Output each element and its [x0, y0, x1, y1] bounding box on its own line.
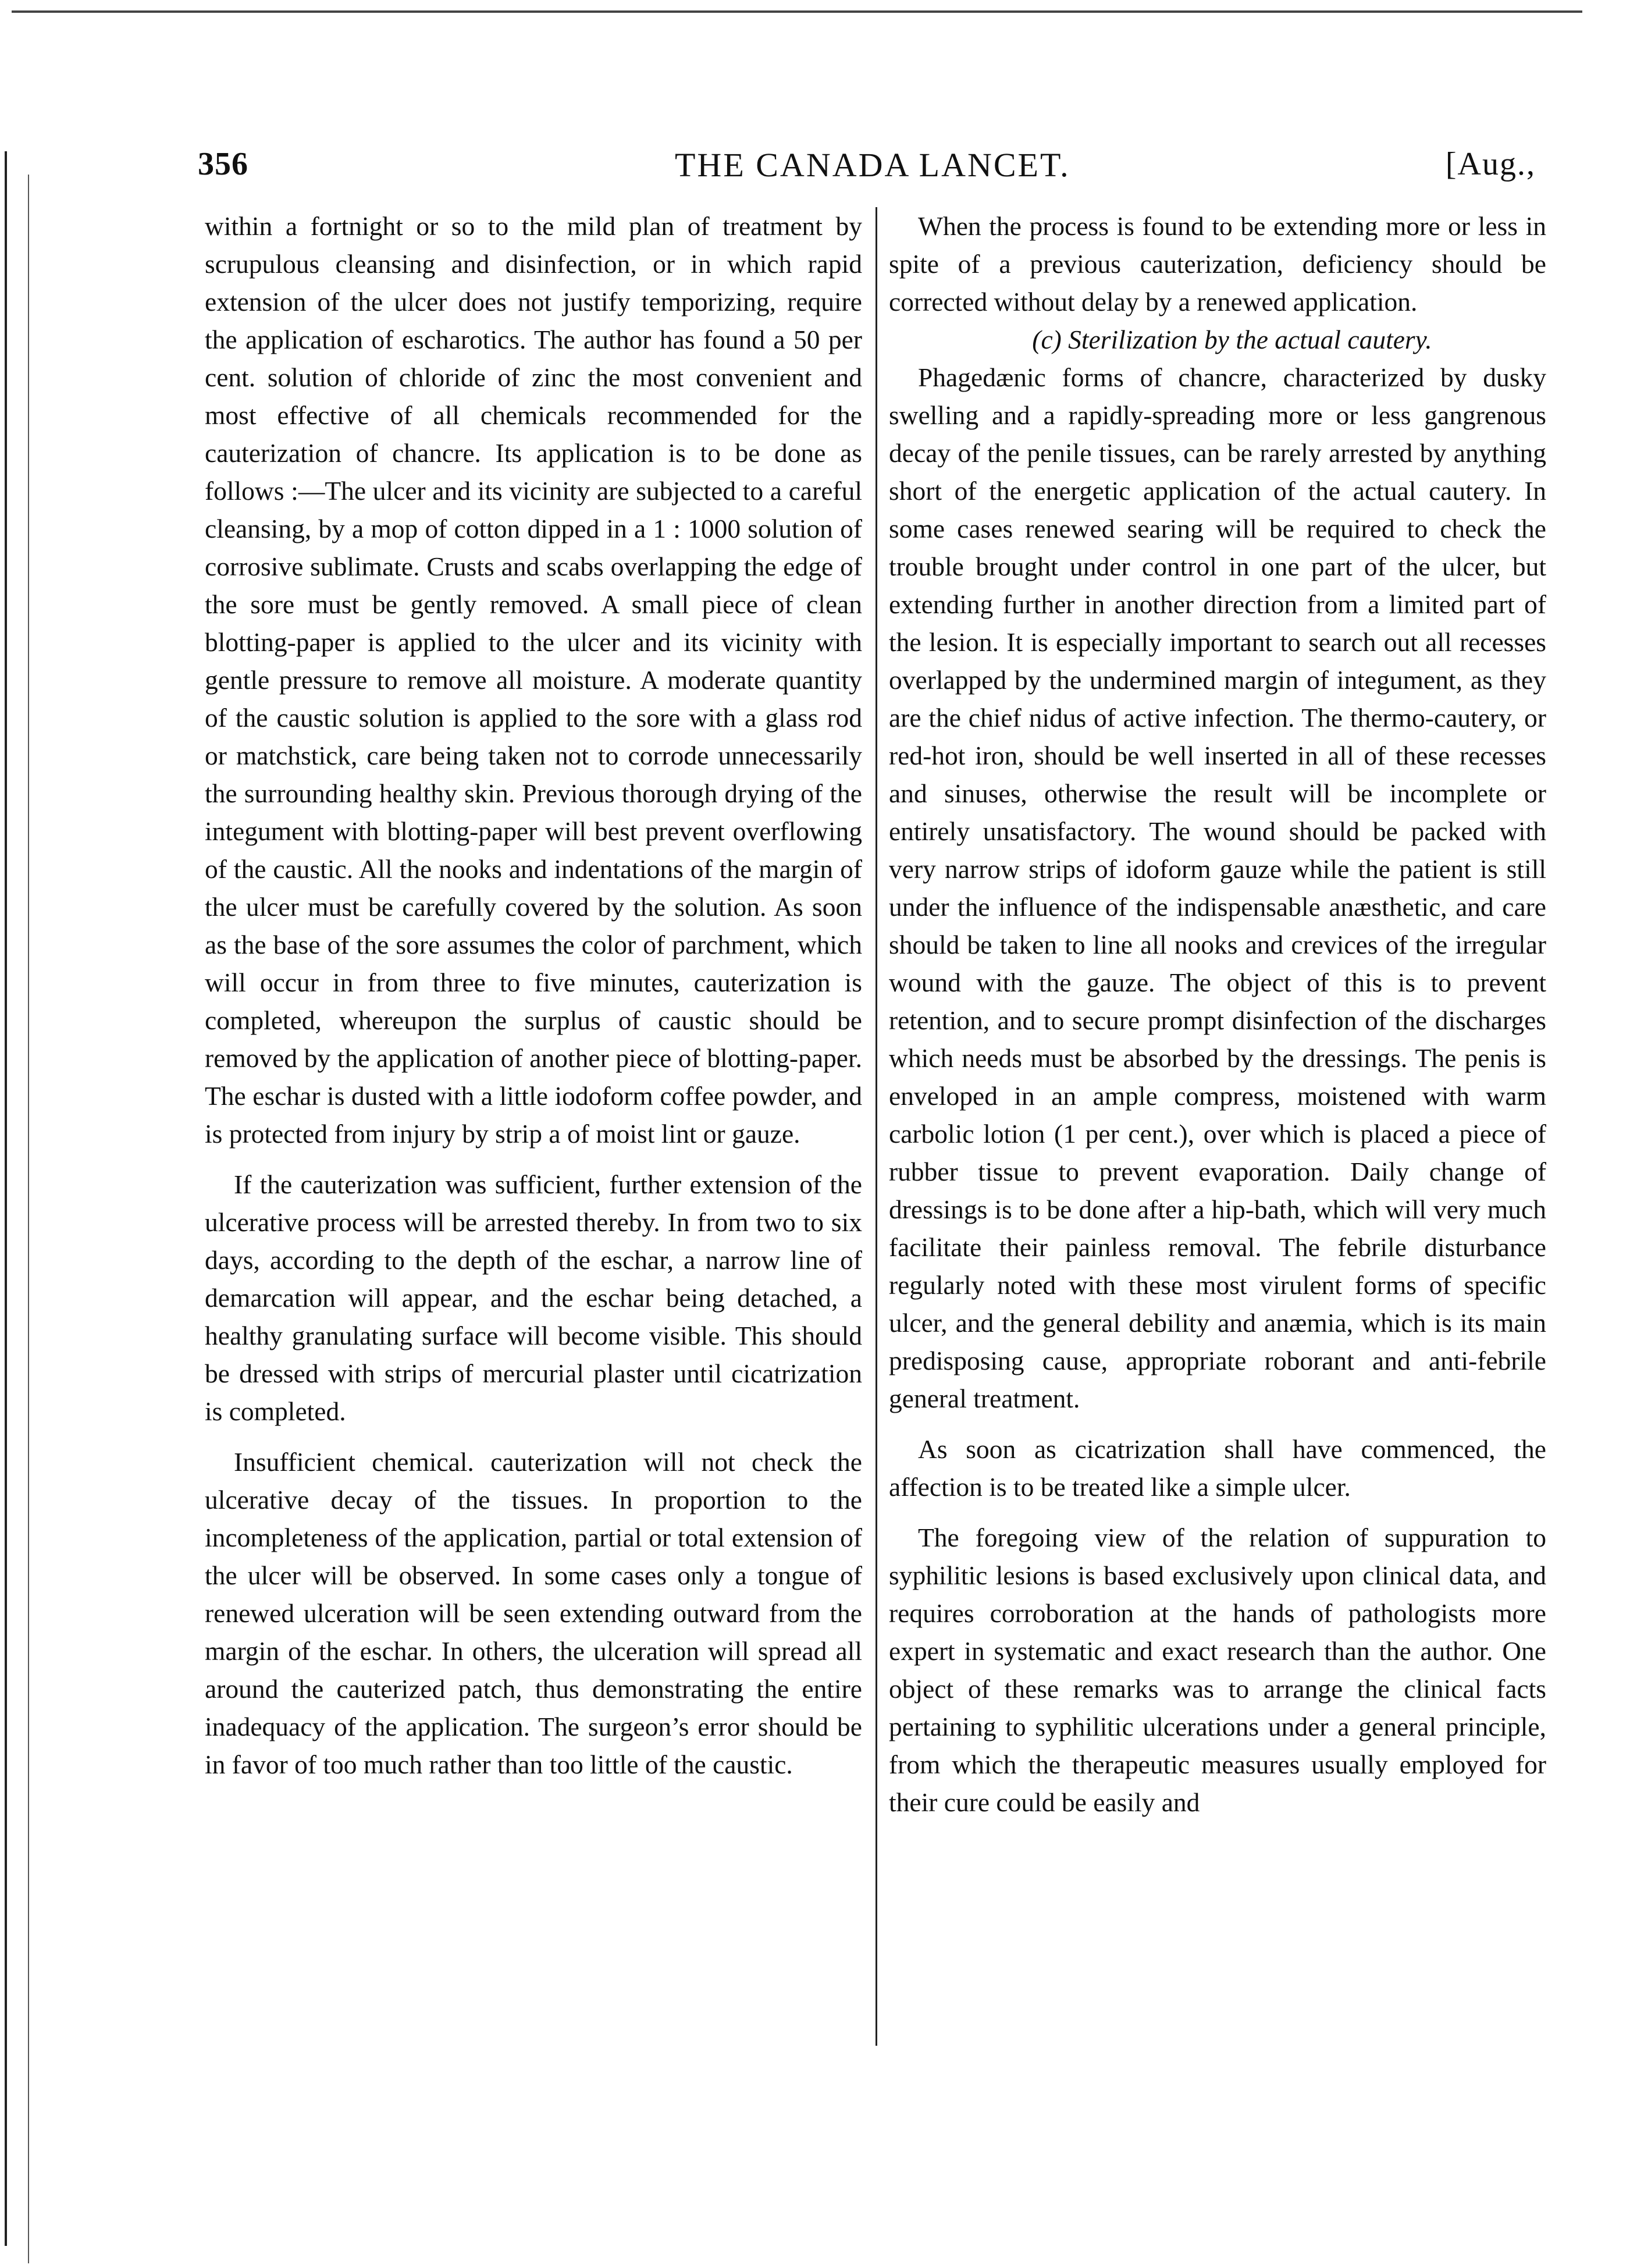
- left-column: [205, 207, 862, 1783]
- page-number: 356: [198, 146, 248, 182]
- right-paragraph-2: Phagedænic forms of chancre, characterized by dusky swelling and a rapidly-spreading more or less gangrenous decay of the penile tissues, can be rarely arrested by anything short of the energetic application of the actual cautery. In some cases renewed searing will be required to check the trouble brought under control in one part of the ulcer, but extending further in another direction from a limited part of the lesion. It is especially important to search out all recesses overlapped by the undermined margin of integument, as they are the chief nidus of active infection. The thermo-cautery, or red-hot iron, should be well inserted in all of these recesses and sinuses, otherwise the result will be incomplete or entirely unsatisfactory. The wound should be packed with very narrow strips of idoform gauze while the patient is still under the influence of the indispensable anæsthetic, and care should be taken to line all nooks and crevices of the irregular wound with the gauze. The object of this is to prevent retention, and to secure prompt disinfection of the discharges which needs must be absorbed by the dressings. The penis is enveloped in an ample compress, moistened with warm carbolic lotion (1 per cent.), over which is placed a piece of rubber tissue to prevent evaporation. Daily change of dressings is to be done after a hip-bath, which will very much facilitate their painless removal. The febrile disturbance regularly noted with these most virulent forms of specific ulcer, and the general debility and anæmia, which is its main predisposing cause, appropriate roborant and anti-febrile general treatment.: [889, 362, 1546, 1413]
- running-title: THE CANADA LANCET.: [675, 146, 1070, 184]
- right-column: [889, 207, 1546, 1821]
- left-paragraph-1: within a fortnight or so to the mild plan of treatment by scrupulous cleansing and disinfection, or in which rapid extension of the ulcer does not justify temporizing, require the application of escharotics. The author has found a 50 per cent. solution of chloride of zinc the most convenient and most effective of all chemicals recommended for the cauterization of chancre. Its application is to be done as follows :—The ulcer and its vicinity are subjected to a careful cleansing, by a mop of cotton dipped in a 1 : 1000 solution of corrosive sublimate. Crusts and scabs overlapping the edge of the sore must be gently removed. A small piece of clean blotting-paper is applied to the ulcer and its vicinity with gentle pressure to remove all moisture. A moderate quantity of the caustic solution is applied to the sore with a glass rod or matchstick, care being taken not to corrode unnecessarily the surrounding healthy skin. Previous thorough drying of the integument with blotting-paper will best prevent overflowing of the caustic. All the nooks and indentations of the margin of the ulcer must be carefully covered by the solution. As soon as the base of the sore assumes the color of parchment, which will occur in from three to five minutes, cauterization is completed, whereupon the surplus of caustic should be removed by the application of another piece of blotting-paper. The eschar is dusted with a little iodoform coffee powder, and is protected from injury by strip a of moist lint or gauze.: [205, 211, 862, 1149]
- top-rule: [12, 10, 1582, 13]
- page-header: [198, 145, 1536, 198]
- issue-month: [Aug.,: [1445, 146, 1536, 182]
- right-paragraph-1: When the process is found to be extending more or less in spite of a previous cauterization, deficiency should be corrected without delay by a renewed application.: [889, 211, 1546, 317]
- right-paragraph-3: As soon as cicatrization shall have commenced, the affection is to be treated like a simple ulcer.: [889, 1434, 1546, 1502]
- left-paragraph-3: Insufficient chemical. cauterization will not check the ulcerative decay of the tissues. In proportion to the incompleteness of the application, partial or total extension of the ulcer will be observed. In some cases only a tongue of renewed ulceration will be seen extending outward from the margin of the eschar. In others, the ulceration will spread all around the cauterized patch, thus demonstrating the entire inadequacy of the application. The surgeon’s error should be in favor of too much rather than too little of the caustic.: [205, 1447, 862, 1779]
- column-divider: [875, 207, 877, 2046]
- binding-edge: [5, 151, 7, 2246]
- section-subheading: (c) Sterilization by the actual cautery.: [1032, 325, 1432, 354]
- binding-edge-inner: [28, 175, 29, 2263]
- right-paragraph-4: The foregoing view of the relation of suppuration to syphilitic lesions is based exclusively upon clinical data, and requires corroboration at the hands of pathologists more expert in systematic and exact research than the author. One object of these remarks was to arrange the clinical facts pertaining to syphilitic ulcerations under a general principle, from which the therapeutic measures usually employed for their cure could be easily and: [889, 1523, 1546, 1817]
- left-paragraph-2: If the cauterization was sufficient, further extension of the ulcerative process will be arrested thereby. In from two to six days, according to the depth of the eschar, a narrow line of demarcation will appear, and the eschar being detached, a healthy granulating surface will become visible. This should be dressed with strips of mercurial plaster until cicatrization is completed.: [205, 1169, 862, 1426]
